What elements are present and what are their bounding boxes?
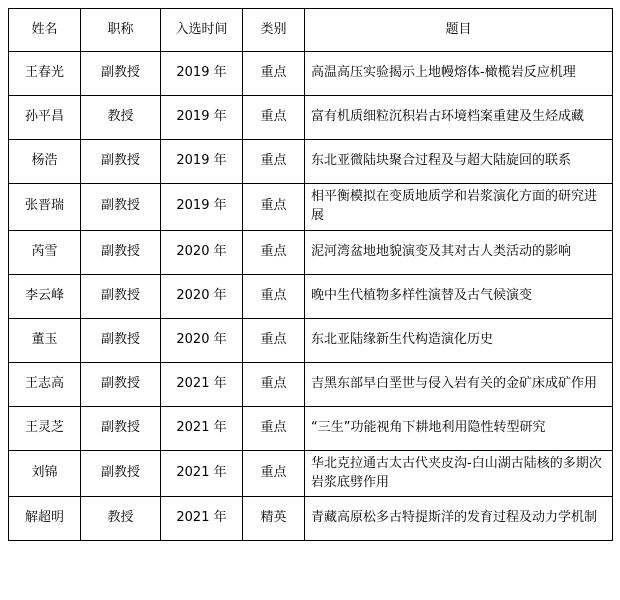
column-header-title: 职称 bbox=[81, 9, 161, 52]
cell-category: 重点 bbox=[243, 274, 305, 318]
cell-category: 重点 bbox=[243, 140, 305, 184]
table-header bbox=[9, 9, 613, 52]
cell-category: 重点 bbox=[243, 96, 305, 140]
table-header-row bbox=[9, 9, 613, 52]
cell-year: 2021 年 bbox=[161, 497, 243, 541]
table-row bbox=[9, 318, 613, 362]
cell-category: 重点 bbox=[243, 184, 305, 231]
cell-name: 解超明 bbox=[9, 497, 81, 541]
cell-topic: 东北亚微陆块聚合过程及与超大陆旋回的联系 bbox=[305, 140, 613, 184]
table-row bbox=[9, 497, 613, 541]
table-row bbox=[9, 450, 613, 497]
cell-topic: 晚中生代植物多样性演替及古气候演变 bbox=[305, 274, 613, 318]
table-row bbox=[9, 274, 613, 318]
table-row bbox=[9, 362, 613, 406]
cell-category: 精英 bbox=[243, 497, 305, 541]
cell-title: 副教授 bbox=[81, 230, 161, 274]
cell-topic: 相平衡模拟在变质地质学和岩浆演化方面的研究进展 bbox=[305, 184, 613, 231]
cell-topic: 华北克拉通古太古代夹皮沟-白山湖古陆核的多期次岩浆底劈作用 bbox=[305, 450, 613, 497]
cell-year: 2019 年 bbox=[161, 140, 243, 184]
cell-title: 副教授 bbox=[81, 274, 161, 318]
cell-name: 孙平昌 bbox=[9, 96, 81, 140]
cell-name: 杨浩 bbox=[9, 140, 81, 184]
table-row bbox=[9, 52, 613, 96]
cell-category: 重点 bbox=[243, 362, 305, 406]
talent-list-table bbox=[8, 8, 613, 541]
cell-title: 副教授 bbox=[81, 362, 161, 406]
cell-name: 王灵芝 bbox=[9, 406, 81, 450]
cell-name: 芮雪 bbox=[9, 230, 81, 274]
cell-name: 刘锦 bbox=[9, 450, 81, 497]
cell-title: 副教授 bbox=[81, 140, 161, 184]
cell-name: 王志高 bbox=[9, 362, 81, 406]
column-header-year: 入选时间 bbox=[161, 9, 243, 52]
cell-title: 教授 bbox=[81, 96, 161, 140]
cell-title: 副教授 bbox=[81, 52, 161, 96]
table-row bbox=[9, 140, 613, 184]
cell-year: 2021 年 bbox=[161, 362, 243, 406]
cell-topic: “三生”功能视角下耕地利用隐性转型研究 bbox=[305, 406, 613, 450]
cell-topic: 青藏高原松多古特提斯洋的发育过程及动力学机制 bbox=[305, 497, 613, 541]
cell-title: 教授 bbox=[81, 497, 161, 541]
cell-category: 重点 bbox=[243, 450, 305, 497]
cell-year: 2021 年 bbox=[161, 406, 243, 450]
column-header-name: 姓名 bbox=[9, 9, 81, 52]
cell-category: 重点 bbox=[243, 406, 305, 450]
cell-year: 2020 年 bbox=[161, 274, 243, 318]
table-row bbox=[9, 96, 613, 140]
cell-title: 副教授 bbox=[81, 406, 161, 450]
cell-year: 2021 年 bbox=[161, 450, 243, 497]
cell-name: 董玉 bbox=[9, 318, 81, 362]
cell-category: 重点 bbox=[243, 52, 305, 96]
table-row bbox=[9, 184, 613, 231]
cell-topic: 高温高压实验揭示上地幔熔体-橄榄岩反应机理 bbox=[305, 52, 613, 96]
cell-topic: 泥河湾盆地地貌演变及其对古人类活动的影响 bbox=[305, 230, 613, 274]
cell-year: 2020 年 bbox=[161, 230, 243, 274]
cell-topic: 东北亚陆缘新生代构造演化历史 bbox=[305, 318, 613, 362]
cell-name: 王春光 bbox=[9, 52, 81, 96]
cell-name: 李云峰 bbox=[9, 274, 81, 318]
cell-topic: 富有机质细粒沉积岩古环境档案重建及生烃成藏 bbox=[305, 96, 613, 140]
cell-category: 重点 bbox=[243, 318, 305, 362]
cell-title: 副教授 bbox=[81, 184, 161, 231]
column-header-topic: 题目 bbox=[305, 9, 613, 52]
cell-title: 副教授 bbox=[81, 450, 161, 497]
cell-year: 2019 年 bbox=[161, 52, 243, 96]
cell-topic: 吉黑东部早白垩世与侵入岩有关的金矿床成矿作用 bbox=[305, 362, 613, 406]
table-row bbox=[9, 230, 613, 274]
cell-year: 2019 年 bbox=[161, 184, 243, 231]
column-header-category: 类别 bbox=[243, 9, 305, 52]
cell-category: 重点 bbox=[243, 230, 305, 274]
cell-year: 2020 年 bbox=[161, 318, 243, 362]
table-row bbox=[9, 406, 613, 450]
cell-year: 2019 年 bbox=[161, 96, 243, 140]
table-body bbox=[9, 52, 613, 541]
cell-name: 张晋瑞 bbox=[9, 184, 81, 231]
cell-title: 副教授 bbox=[81, 318, 161, 362]
